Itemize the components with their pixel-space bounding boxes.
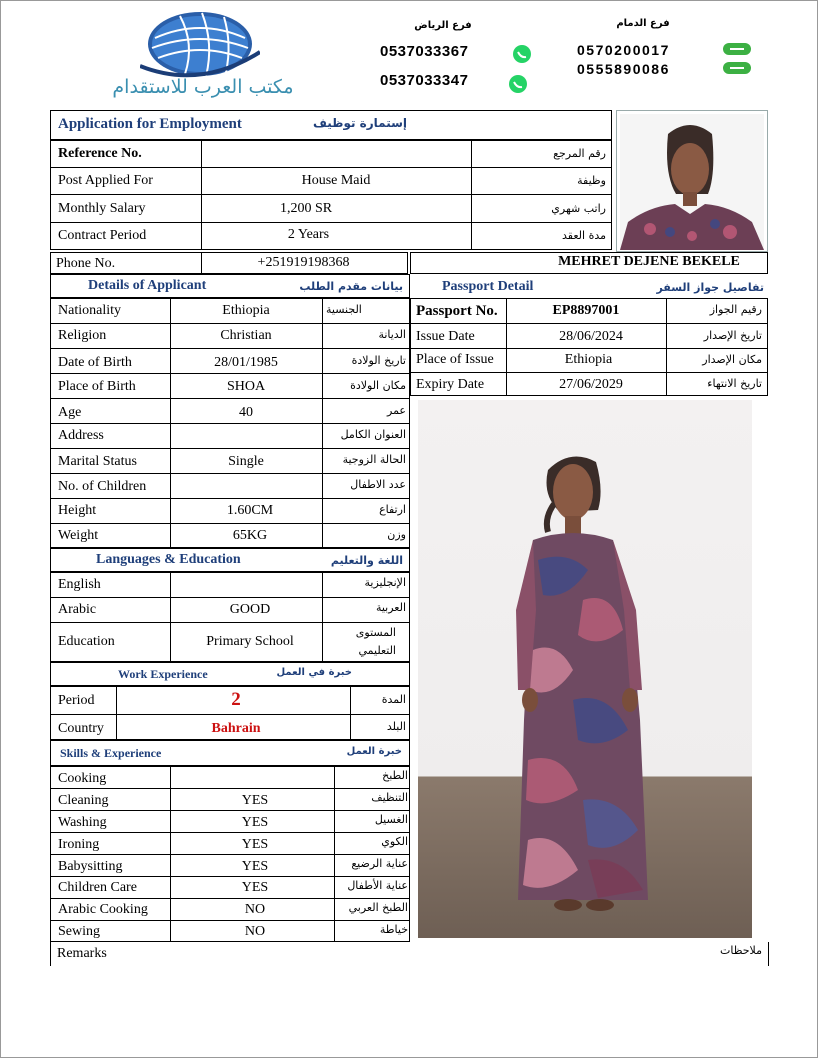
work-country-label-ar: البلد xyxy=(386,720,406,733)
arabic-value: GOOD xyxy=(229,602,271,617)
religion-label-ar: الديانة xyxy=(378,328,406,341)
contract-value: 2 Years xyxy=(287,227,330,242)
reference-label: Reference No. xyxy=(58,146,142,161)
passport-heading: Passport Detail xyxy=(442,279,534,294)
skill-label: Children Care xyxy=(58,880,137,895)
applicant-heading-ar: بيانات مقدم الطلب xyxy=(299,280,403,293)
dammam-phone-2: 0555890086 xyxy=(577,61,670,77)
expiry-date-label: Expiry Date xyxy=(416,377,485,392)
education-value: Primary School xyxy=(206,634,294,649)
skill-label: Babysitting xyxy=(58,859,123,874)
weight-label-ar: وزن xyxy=(387,528,406,541)
skill-label-ar: الطبخ العربي xyxy=(348,901,408,914)
phone-label: Phone No. xyxy=(56,256,116,271)
age-label-ar: عمر xyxy=(387,404,406,417)
salary-label-ar: راتب شهري xyxy=(551,202,606,215)
religion-value: Christian xyxy=(220,328,272,343)
skill-value: YES xyxy=(241,859,269,874)
marital-label-ar: الحالة الزوجية xyxy=(342,453,406,466)
skill-label-ar: عناية الأطفال xyxy=(347,879,408,892)
dob-label-ar: تاريخ الولادة xyxy=(351,354,406,367)
passport-no-label-ar: رقيم الجواز xyxy=(709,303,762,316)
education-label-ar: المستوى التعليمي xyxy=(355,626,396,657)
marital-label: Marital Status xyxy=(58,454,137,469)
skill-value: YES xyxy=(241,880,269,895)
phone-value: +251919198368 xyxy=(257,255,350,270)
nationality-label-ar: الجنسية xyxy=(326,303,362,316)
religion-label: Religion xyxy=(58,328,107,343)
skill-label: Cleaning xyxy=(58,793,109,808)
skills-heading-ar: خبرة العمل xyxy=(346,746,402,757)
post-label-ar: وظيفة xyxy=(577,174,606,187)
arabic-label: Arabic xyxy=(58,602,97,617)
address-label-ar: العنوان الكامل xyxy=(340,428,406,441)
skill-label: Arabic Cooking xyxy=(58,902,148,917)
skill-label-ar: عناية الرضيع xyxy=(351,857,408,870)
height-label-ar: ارتفاع xyxy=(379,503,406,516)
pob-label-ar: مكان الولادة xyxy=(350,379,406,392)
skill-label-ar: الطبخ xyxy=(382,769,408,782)
place-of-issue-label: Place of Issue xyxy=(416,352,494,367)
children-label-ar: عدد الاطفال xyxy=(350,478,406,491)
work-heading-ar: خبرة في العمل xyxy=(276,667,352,678)
remarks-label: Remarks xyxy=(57,946,107,961)
work-period-label: Period xyxy=(58,693,95,708)
age-value: 40 xyxy=(239,405,253,420)
dob-value: 28/01/1985 xyxy=(214,355,278,370)
children-label: No. of Children xyxy=(58,479,147,494)
phone-icon xyxy=(722,42,752,61)
riyadh-branch-label: فرع الرياض xyxy=(414,20,472,31)
dammam-phone-1: 0570200017 xyxy=(577,42,670,58)
expiry-date-label-ar: تاريخ الانتهاء xyxy=(707,377,762,390)
phone-icon xyxy=(722,61,752,80)
applicant-full-photo xyxy=(418,400,752,938)
skill-label-ar: التنظيف xyxy=(371,791,408,804)
skills-heading: Skills & Experience xyxy=(60,746,162,760)
work-period-value: 2 xyxy=(231,689,241,710)
skill-label-ar: الكوي xyxy=(381,835,408,848)
whatsapp-icon xyxy=(512,44,532,69)
salary-value: 1,200 SR xyxy=(279,201,333,216)
english-label: English xyxy=(58,577,101,592)
skill-label: Sewing xyxy=(58,924,100,939)
salary-label: Monthly Salary xyxy=(58,201,146,216)
skill-label: Ironing xyxy=(58,837,100,852)
riyadh-phone-1: 0537033367 xyxy=(380,43,469,60)
globe-logo xyxy=(140,8,260,78)
contract-label: Contract Period xyxy=(58,228,147,243)
issue-date-label-ar: تاريخ الإصدار xyxy=(703,329,762,342)
english-label-ar: الإنجليزية xyxy=(364,576,406,589)
office-name: مكتب العرب للاستقدام xyxy=(112,76,294,98)
remarks-label-ar: ملاحظات xyxy=(720,944,762,957)
pob-value: SHOA xyxy=(226,379,266,394)
issue-date-value: 28/06/2024 xyxy=(559,329,623,344)
skill-value: NO xyxy=(244,924,266,939)
nationality-value: Ethiopia xyxy=(222,303,270,318)
form-title: Application for Employment xyxy=(58,116,242,132)
contract-label-ar: مدة العقد xyxy=(562,229,606,242)
weight-value: 65KG xyxy=(232,528,268,543)
applicant-name: MEHRET DEJENE BEKELE xyxy=(558,254,740,269)
issue-date-label: Issue Date xyxy=(416,329,475,344)
form-title-ar: إستمارة توظيف xyxy=(312,116,408,130)
age-label: Age xyxy=(58,405,82,420)
passport-heading-ar: تفاصيل جواز السفر xyxy=(656,281,764,294)
dob-label: Date of Birth xyxy=(58,355,132,370)
languages-heading-ar: اللغة والتعليم xyxy=(330,554,403,567)
skill-value: YES xyxy=(241,793,269,808)
skill-label-ar: الغسيل xyxy=(374,813,408,826)
work-country-label: Country xyxy=(58,721,104,736)
marital-value: Single xyxy=(228,454,264,469)
work-heading-row xyxy=(50,662,410,686)
height-value: 1.60CM xyxy=(226,503,274,518)
education-label: Education xyxy=(58,634,115,649)
languages-heading: Languages & Education xyxy=(96,552,241,567)
reference-label-ar: رقم المرجع xyxy=(553,147,606,160)
skill-label-ar: خياطة xyxy=(379,923,408,936)
skill-value: YES xyxy=(241,815,269,830)
passport-no-label: Passport No. xyxy=(416,303,498,319)
pob-label: Place of Birth xyxy=(58,379,136,394)
address-label: Address xyxy=(58,428,104,443)
weight-label: Weight xyxy=(58,528,99,543)
skill-label: Cooking xyxy=(58,771,107,786)
post-value: House Maid xyxy=(301,173,371,188)
post-label: Post Applied For xyxy=(58,173,153,188)
applicant-portrait xyxy=(620,114,764,250)
skill-value: NO xyxy=(244,902,266,917)
work-period-label-ar: المدة xyxy=(381,693,406,706)
applicant-heading: Details of Applicant xyxy=(88,278,207,293)
skill-value: YES xyxy=(241,837,269,852)
riyadh-phone-2: 0537033347 xyxy=(380,72,469,89)
expiry-date-value: 27/06/2029 xyxy=(559,377,623,392)
height-label: Height xyxy=(58,503,97,518)
work-heading: Work Experience xyxy=(118,667,208,681)
skill-label: Washing xyxy=(58,815,107,830)
place-of-issue-value: Ethiopia xyxy=(564,352,613,367)
passport-no-value: EP8897001 xyxy=(552,303,620,318)
nationality-label: Nationality xyxy=(58,303,121,318)
arabic-label-ar: العربية xyxy=(375,601,406,614)
place-of-issue-label-ar: مكان الإصدار xyxy=(702,353,762,366)
whatsapp-icon xyxy=(508,74,528,99)
work-country-value: Bahrain xyxy=(211,721,261,736)
dammam-branch-label: فرع الدمام xyxy=(616,18,670,29)
